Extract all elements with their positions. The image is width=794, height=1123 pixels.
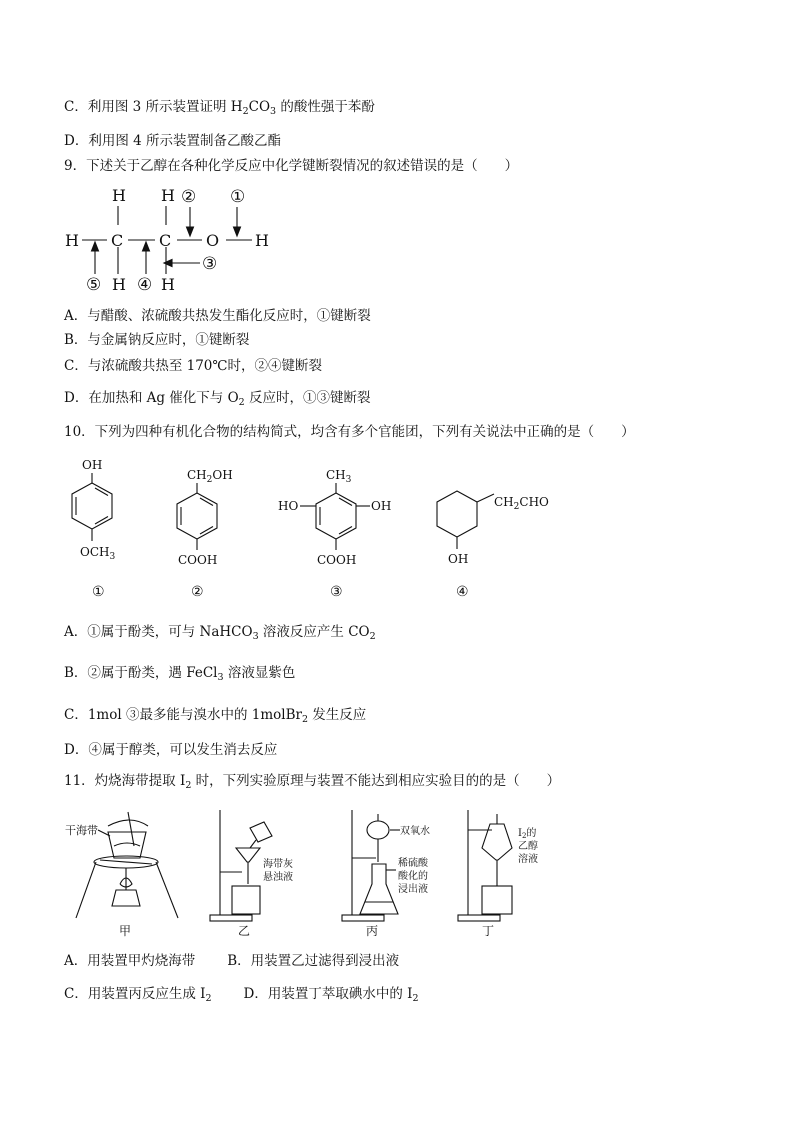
s4-bottom-label: OH	[448, 552, 469, 566]
q9-d-sub: 2	[238, 397, 245, 408]
q11-stem-text-1: 11．灼烧海带提取 I	[64, 773, 186, 789]
q8-c-text-1: C．利用图 3 所示装置证明 H	[64, 99, 243, 115]
q10-option-d: D．④属于醇类，可以发生消去反应	[64, 742, 278, 758]
arrowhead-1	[234, 227, 241, 236]
q8-c-text-3: 的酸性强于苯酚	[276, 99, 375, 115]
atom-h-left: H	[65, 231, 79, 250]
q9-option-a: A．与醋酸、浓硫酸共热发生酯化反应时，①键断裂	[64, 308, 371, 324]
structure-4	[437, 491, 549, 600]
structure-3	[278, 468, 391, 600]
atom-c2: C	[159, 231, 172, 250]
s3-top-label: $CH_3$	[326, 468, 352, 485]
s2-bottom-label: COOH	[178, 553, 218, 567]
s4-side-label: $CH_2CHO$	[494, 495, 549, 512]
q10-b-sub: 3	[217, 672, 224, 683]
q10-option-a	[64, 623, 376, 641]
structure-2	[177, 468, 233, 600]
ding-label-3: 溶液	[518, 854, 538, 865]
atom-c1: C	[111, 231, 124, 250]
atom-h-bottom2: H	[161, 275, 175, 294]
q8-option-d: D．利用图 4 所示装置制备乙酸乙酯	[64, 133, 281, 149]
atom-h-right: H	[255, 231, 269, 250]
label-bond-2: ②	[181, 187, 197, 207]
q11-stem	[64, 772, 560, 790]
yi-name: 乙	[238, 924, 251, 938]
q10-option-b	[64, 664, 295, 682]
structure-1	[72, 458, 115, 600]
q9-option-b: B．与金属钠反应时，①键断裂	[64, 332, 250, 348]
arrowhead-5	[92, 242, 99, 251]
s4-number: ④	[456, 584, 469, 600]
s3-number: ③	[330, 584, 343, 600]
s3-left-label: HO	[278, 499, 299, 513]
ethanol-bond-diagram	[60, 180, 300, 298]
arrowhead-3	[164, 260, 172, 267]
q10-structures	[60, 450, 560, 605]
apparatus-ding	[458, 810, 538, 938]
q11-option-a: A．用装置甲灼烧海带	[64, 953, 196, 969]
q9-option-d	[64, 389, 371, 407]
q9-d-text-1: D．在加热和 Ag 催化下与 O	[64, 390, 239, 406]
q10-b-text-1: B．②属于酚类，遇 FeCl	[64, 665, 218, 681]
q11-options-ab	[64, 952, 399, 970]
q11-option-d: D．用装置丁萃取碘水中的 $I_2$	[243, 986, 419, 1004]
arrowhead-4	[143, 242, 150, 251]
q10-a-sub-2: 2	[369, 631, 376, 642]
q9-stem: 9．下述关于乙醇在各种化学反应中化学键断裂情况的叙述错误的是（ ）	[64, 158, 519, 174]
q11-stem-text-2: 时，下列实验原理与装置不能达到相应实验目的的是（ ）	[191, 773, 561, 789]
atom-h-bottom1: H	[112, 275, 126, 294]
label-bond-1: ①	[230, 187, 246, 207]
atom-h-top1: H	[112, 186, 126, 205]
label-bond-5: ⑤	[86, 275, 102, 295]
q11-stem-sub: 2	[185, 780, 192, 791]
s3-bottom-label: COOH	[317, 553, 357, 567]
q11-apparatus	[60, 800, 560, 945]
q10-a-sub-1: 3	[252, 631, 259, 642]
q9-option-c: C．与浓硫酸共热至 170℃时，②④键断裂	[64, 358, 322, 374]
q10-a-text-2: 溶液反应产生 CO	[258, 624, 370, 640]
q10-stem: 10．下列为四种有机化合物的结构简式，均含有多个官能团，下列有关说法中正确的是（ ）	[64, 424, 635, 440]
jia-label: 干海带	[65, 824, 98, 837]
ding-name: 丁	[482, 924, 495, 938]
q10-c-text-1: C．1mol ③最多能与溴水中的 1molBr	[64, 707, 302, 723]
label-bond-3: ③	[202, 254, 218, 274]
bing-name: 丙	[366, 924, 379, 938]
q10-c-text-2: 发生反应	[308, 707, 367, 723]
q8-c-sub-1: 2	[242, 106, 249, 117]
label-bond-4: ④	[137, 275, 153, 295]
q8-c-text-2: CO	[248, 99, 271, 115]
q10-a-text-1: A．①属于酚类，可与 NaHCO	[64, 624, 253, 640]
apparatus-bing	[342, 810, 430, 938]
bing-label-0: 双氧水	[400, 826, 430, 837]
s1-bottom-label: $OCH_3$	[80, 545, 116, 562]
s1-number: ①	[92, 584, 105, 600]
s3-right-label: OH	[371, 499, 392, 513]
yi-label-2: 悬浊液	[263, 872, 293, 883]
yi-label-1: 海带灰	[263, 859, 293, 870]
arrowhead-2	[187, 227, 194, 236]
bing-label-3: 浸出液	[398, 884, 428, 895]
apparatus-yi	[210, 810, 293, 938]
q9-d-text-2: 反应时，①③键断裂	[244, 390, 371, 406]
q11-options-cd	[64, 985, 419, 1003]
s2-number: ②	[191, 584, 204, 600]
s2-top-label: $CH_2OH$	[187, 468, 233, 485]
q8-option-c	[64, 98, 375, 116]
atom-o: O	[206, 231, 220, 250]
s1-top-label: OH	[82, 458, 103, 472]
bing-label-1: 稀硫酸	[398, 858, 428, 869]
q11-option-c: C．用装置丙反应生成 $I_2$	[64, 986, 212, 1004]
q10-b-text-2: 溶液显紫色	[223, 665, 296, 681]
ding-label-1: $I_2$的	[518, 828, 537, 840]
q8-c-sub-2: 3	[270, 106, 277, 117]
ding-label-2: 乙醇	[518, 841, 538, 852]
jia-name: 甲	[119, 924, 132, 938]
atom-h-top2: H	[161, 186, 175, 205]
q11-option-b: B．用装置乙过滤得到浸出液	[227, 953, 400, 969]
bing-label-2: 酸化的	[398, 871, 428, 882]
q10-option-c	[64, 706, 366, 724]
apparatus-jia	[65, 812, 178, 938]
q10-c-sub: 2	[301, 714, 309, 725]
